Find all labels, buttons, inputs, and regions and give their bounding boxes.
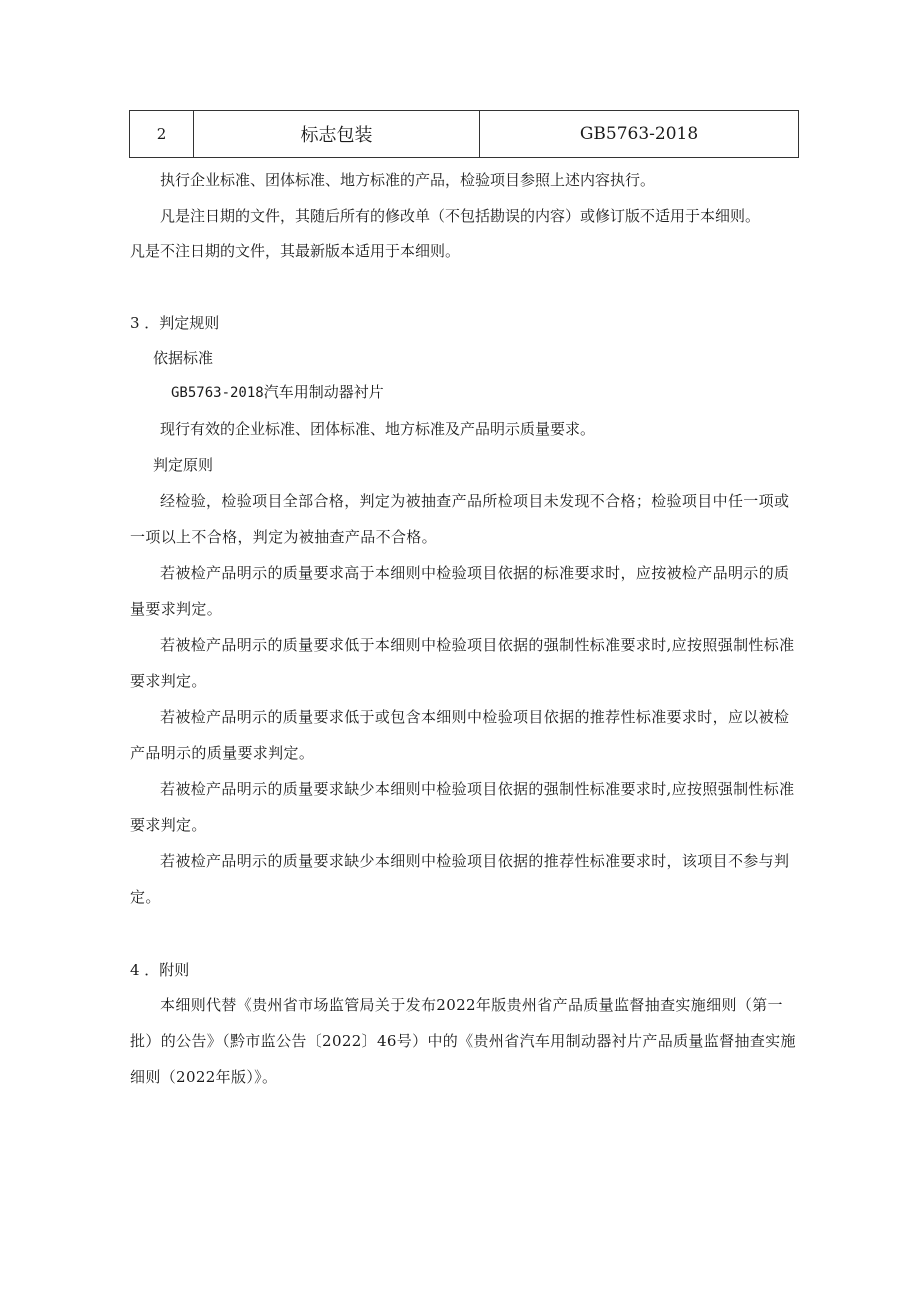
paragraph-dated-references: 凡是注日期的文件，其随后所有的修改单（不包括勘误的内容）或修订版不适用于本细则。 — [160, 207, 761, 225]
section-3-heading: 3 ．判定规则 — [130, 314, 220, 332]
basis-standard-text: 现行有效的企业标准、团体标准、地方标准及产品明示质量要求。 — [160, 420, 596, 438]
principle-paragraph: 若被检产品明示的质量要求缺少本细则中检验项目依据的推荐性标准要求时，该项目不参与判定。 — [130, 852, 790, 906]
standard-reference-code: GB5763-2018 — [171, 385, 264, 401]
table-row — [130, 111, 799, 158]
paragraph-undated-references: 凡是不注日期的文件，其最新版本适用于本细则。 — [130, 242, 461, 260]
appendix-paragraph: 本细则代替《贵州省市场监管局关于发布2022年版贵州省产品质量监督抽查实施细则（第一批）的公告》（黔市监公告〔2022〕46号）中的《贵州省汽车用制动器衬片产品质量监督抽查实施细则（2022年版）》。 — [130, 996, 796, 1086]
principle-paragraph: 若被检产品明示的质量要求低于本细则中检验项目依据的强制性标准要求时,应按照强制性标准要求判定。 — [130, 636, 795, 690]
section-4-heading: 4 ．附则 — [130, 961, 190, 979]
standard-reference — [171, 374, 843, 411]
principle-paragraph: 若被检产品明示的质量要求高于本细则中检验项目依据的标准要求时，应按被检产品明示的质量要求判定。 — [130, 564, 790, 618]
principle-paragraph: 若被检产品明示的质量要求缺少本细则中检验项目依据的强制性标准要求时,应按照强制性标准要求判定。 — [130, 780, 795, 834]
judgement-principle-title: 判定原则 — [153, 456, 214, 474]
principle-paragraph: 若被检产品明示的质量要求低于或包含本细则中检验项目依据的推荐性标准要求时，应以被检产品明示的质量要求判定。 — [130, 708, 790, 762]
standard-reference-name: 汽车用制动器衬片 — [263, 383, 384, 401]
inspection-item-cell: 标志包装 — [194, 111, 480, 158]
basis-standard-title: 依据标准 — [153, 349, 214, 367]
paragraph-other-standards: 执行企业标准、团体标准、地方标准的产品，检验项目参照上述内容执行。 — [160, 171, 656, 189]
row-number-cell: 2 — [130, 111, 194, 158]
principle-paragraph: 经检验，检验项目全部合格，判定为被抽查产品所检项目未发现不合格；检验项目中任一项或一项以上不合格，判定为被抽查产品不合格。 — [130, 492, 790, 546]
inspection-items-table — [129, 110, 799, 158]
standard-code-cell: GB5763-2018 — [480, 111, 799, 158]
